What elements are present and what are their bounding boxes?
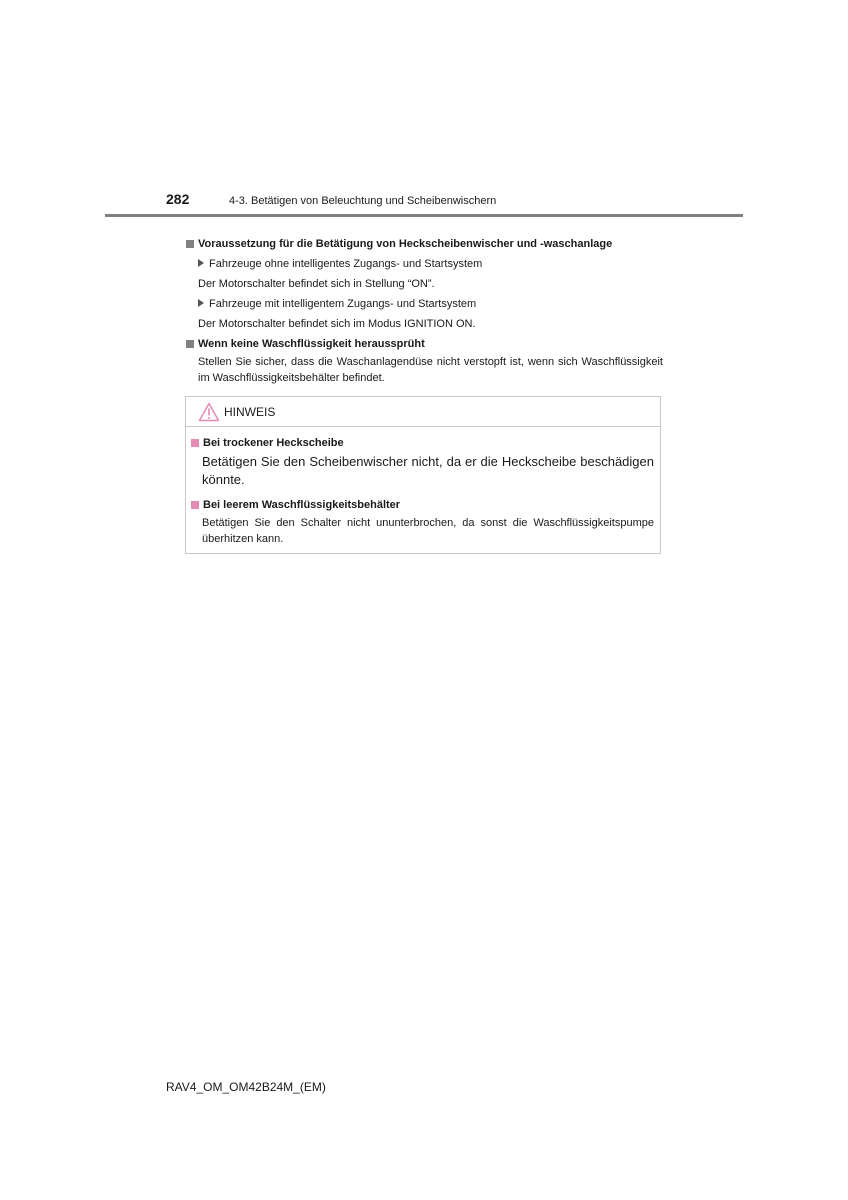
section-heading-text: Voraussetzung für die Betätigung von Heckscheibenwischer und -waschanlage (198, 238, 613, 250)
notice-item-heading (190, 435, 654, 451)
section-heading (185, 336, 663, 352)
notice-item-text: Betätigen Sie den Scheibenwischer nicht, da er die Heckscheibe beschädigen könnte. (202, 454, 654, 487)
notice-item-text: Betätigen Sie den Schalter nicht ununterbrochen, da sonst die Waschflüssigkeitspumpe überhitzen kann. (202, 517, 654, 545)
square-bullet-icon (186, 240, 194, 248)
triangle-bullet-icon (198, 299, 204, 307)
triangle-bullet-icon (198, 259, 204, 267)
notice-title: HINWEIS (224, 404, 276, 419)
section-heading (185, 236, 663, 252)
notice-body (186, 427, 660, 547)
condition-label: Fahrzeuge ohne intelligentes Zugangs- und Startsystem (209, 258, 483, 270)
notice-box (185, 396, 661, 554)
page-number: 282 (166, 191, 190, 207)
main-content (185, 236, 663, 386)
header-rule (105, 214, 743, 217)
notice-item-heading-text: Bei trockener Heckscheibe (203, 437, 344, 449)
square-bullet-icon (186, 340, 194, 348)
square-bullet-icon (191, 439, 199, 447)
condition-text: Der Motorschalter befindet sich in Stellung “ON”. (198, 278, 435, 290)
notice-item-heading-text: Bei leerem Waschflüssigkeitsbehälter (203, 499, 401, 511)
condition-line (185, 297, 663, 311)
condition-text: Der Motorschalter befindet sich im Modus IGNITION ON. (198, 318, 476, 330)
chapter-title: 4-3. Betätigen von Beleuchtung und Scheibenwischern (229, 195, 497, 207)
footer-code: RAV4_OM_OM42B24M_(EM) (166, 1080, 326, 1094)
section-heading-text: Wenn keine Waschflüssigkeit heraussprüht (198, 338, 425, 350)
section-paragraph: Stellen Sie sicher, dass die Waschanlagendüse nicht verstopft ist, wenn sich Waschflüssigkeit im Waschflüssigkeitsbehälter befindet. (198, 356, 663, 384)
notice-header (186, 397, 660, 427)
square-bullet-icon (191, 501, 199, 509)
condition-label: Fahrzeuge mit intelligentem Zugangs- und Startsystem (209, 298, 477, 310)
warning-triangle-icon (198, 402, 220, 422)
condition-line (185, 257, 663, 271)
notice-item-heading (190, 497, 654, 513)
